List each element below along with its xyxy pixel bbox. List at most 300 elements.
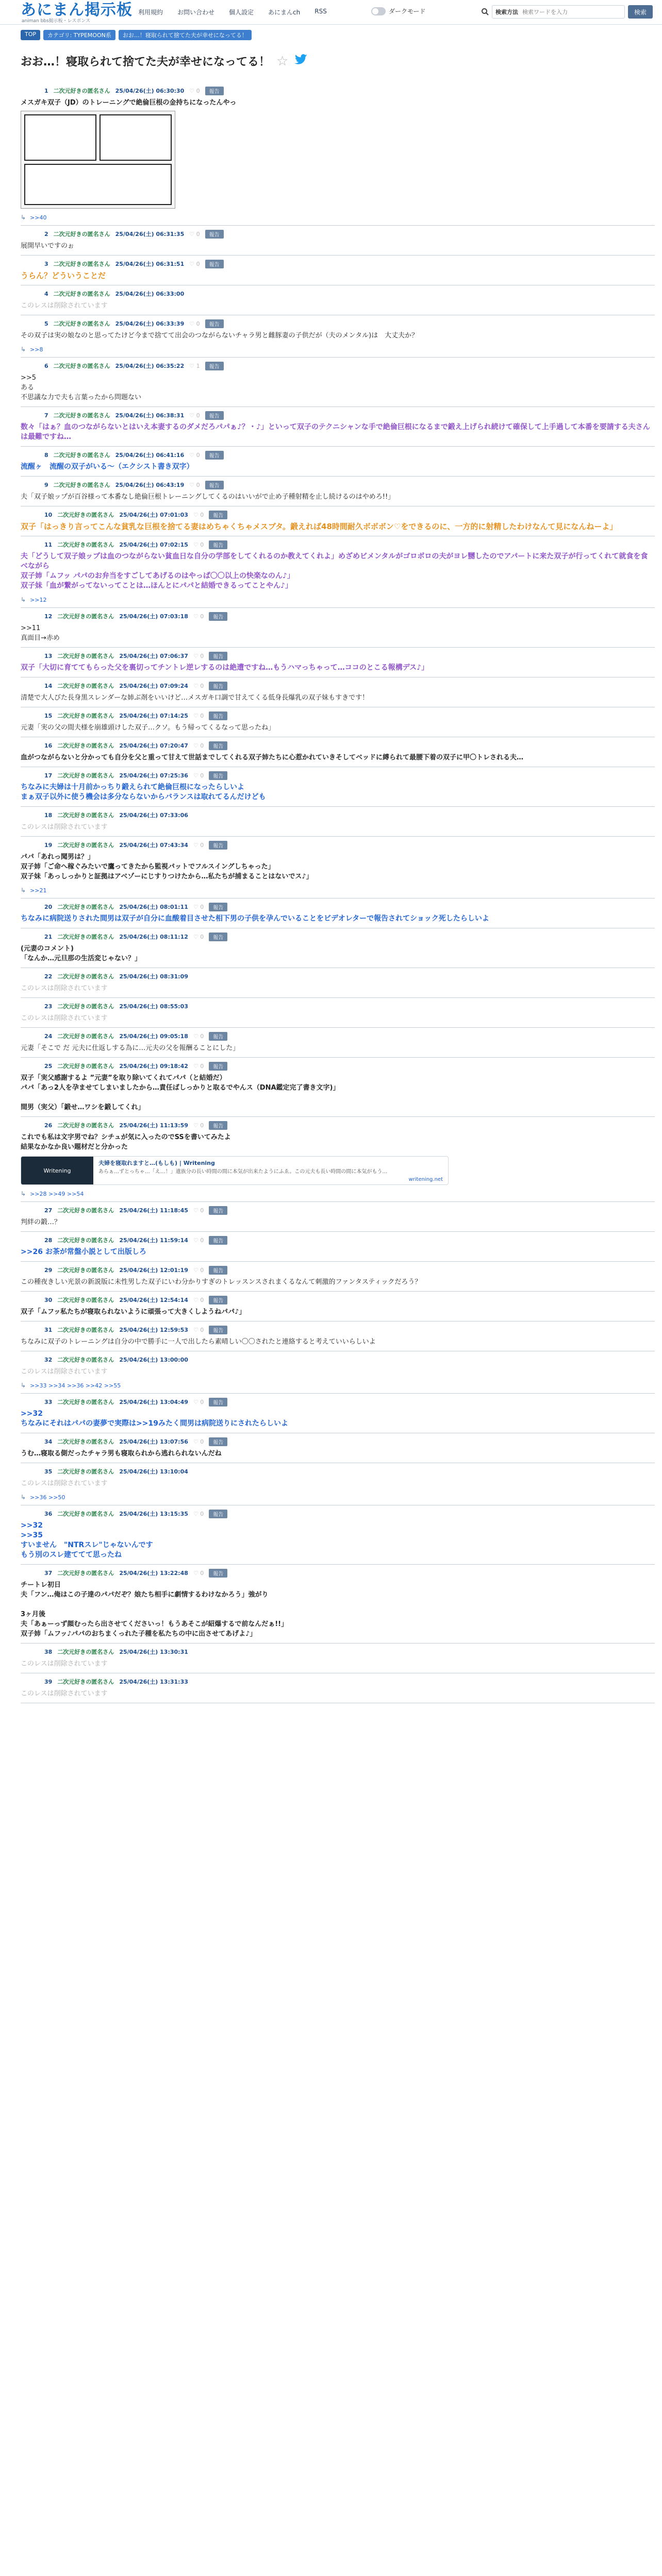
like-count: 0 bbox=[196, 260, 200, 267]
post-body: このレスは削除されています bbox=[21, 823, 108, 831]
post-body: >>32 >>35 すいません "NTRスレ"じゃないんです もう別のスレ建ててて思ったね bbox=[21, 1521, 153, 1559]
post-meta bbox=[44, 480, 655, 490]
post bbox=[21, 648, 655, 677]
like-count: 0 bbox=[200, 682, 204, 689]
like-count: 0 bbox=[200, 1569, 204, 1577]
post-body: >>5 ある 不思議な力で夫も言葉ったから問題ない bbox=[21, 374, 142, 401]
report-button[interactable]: 報告 bbox=[205, 362, 224, 370]
post-meta bbox=[44, 770, 655, 781]
post-author: 二次元好きの匿名さん bbox=[57, 1207, 114, 1214]
like-heart-icon[interactable]: ♡ 1 bbox=[189, 362, 200, 369]
post-body: このレスは削除されています bbox=[21, 302, 108, 310]
post-body: うむ…寝取る側だったチャラ男も寝取られから逃れられないんだね bbox=[21, 1450, 222, 1458]
like-count: 0 bbox=[200, 1122, 204, 1129]
post-meta bbox=[44, 1235, 655, 1245]
reply-anchor[interactable]: >>28 >>49 >>54 bbox=[30, 1190, 84, 1197]
post-author: 二次元好きの匿名さん bbox=[57, 541, 114, 548]
post bbox=[21, 1565, 655, 1643]
like-heart-icon[interactable]: ♡ 0 bbox=[193, 541, 204, 548]
post-meta bbox=[44, 1568, 655, 1578]
like-count: 0 bbox=[196, 451, 200, 459]
post-author: 二次元好きの匿名さん bbox=[57, 1003, 114, 1010]
post-body: これでも私は文字男でね？シチュが気に入ったのでSSを書いてみたよ 結果なかなか良い題材だと分かった bbox=[21, 1133, 231, 1151]
post-date: 25/04/26(土) 08:55:03 bbox=[119, 1003, 188, 1010]
like-heart-icon[interactable]: ♡ 0 bbox=[193, 1032, 204, 1040]
post bbox=[21, 677, 655, 707]
post-number[interactable]: 31 bbox=[44, 1326, 53, 1333]
post-date: 25/04/26(土) 06:35:22 bbox=[115, 363, 185, 369]
post-number[interactable]: 34 bbox=[44, 1438, 53, 1445]
like-heart-icon[interactable]: ♡ 0 bbox=[193, 1122, 204, 1129]
breadcrumb-category[interactable]: カテゴリ: TYPEMOON系 bbox=[43, 30, 115, 40]
post-number[interactable]: 4 bbox=[44, 290, 48, 297]
post-meta bbox=[44, 1031, 655, 1041]
nav-terms[interactable]: 利用規約 bbox=[138, 9, 163, 16]
report-button[interactable]: 報告 bbox=[209, 682, 227, 690]
like-heart-icon[interactable]: ♡ 0 bbox=[193, 1236, 204, 1244]
post-meta bbox=[44, 840, 655, 850]
post-date: 25/04/26(土) 06:41:16 bbox=[115, 452, 185, 459]
post-author: 二次元好きの匿名さん bbox=[57, 1237, 114, 1244]
logo-subtitle: animan bbs掲示板・レスポンス bbox=[22, 19, 91, 24]
post bbox=[21, 968, 655, 998]
post-meta bbox=[44, 1647, 655, 1657]
post-date: 25/04/26(土) 07:33:06 bbox=[119, 812, 188, 819]
post-meta bbox=[44, 259, 655, 269]
post-number[interactable]: 18 bbox=[44, 811, 53, 819]
nav-rss[interactable]: RSS bbox=[315, 8, 327, 15]
post-author: 二次元好きの匿名さん bbox=[57, 1438, 114, 1445]
like-heart-icon[interactable]: ♡ 0 bbox=[189, 451, 200, 459]
report-button[interactable]: 報告 bbox=[209, 903, 227, 911]
post bbox=[21, 1028, 655, 1058]
post bbox=[21, 998, 655, 1028]
post bbox=[21, 1321, 655, 1351]
report-button[interactable]: 報告 bbox=[205, 319, 224, 328]
post-author: 二次元好きの匿名さん bbox=[57, 1649, 114, 1655]
report-button[interactable]: 報告 bbox=[205, 87, 224, 95]
like-heart-icon[interactable]: ♡ 0 bbox=[193, 712, 204, 719]
like-heart-icon[interactable]: ♡ 0 bbox=[189, 320, 200, 327]
post-body: このレスは削除されています bbox=[21, 1690, 108, 1698]
post-number[interactable]: 35 bbox=[44, 1468, 53, 1475]
post-number[interactable]: 28 bbox=[44, 1236, 53, 1244]
like-count: 0 bbox=[200, 1062, 204, 1070]
post-author: 二次元好きの匿名さん bbox=[57, 1267, 114, 1274]
like-count: 0 bbox=[200, 712, 204, 719]
like-count: 0 bbox=[200, 511, 204, 518]
report-button[interactable]: 報告 bbox=[209, 1121, 227, 1130]
reply-arrow-icon: ↳ bbox=[21, 887, 26, 894]
report-button[interactable]: 報告 bbox=[209, 741, 227, 750]
like-count: 0 bbox=[196, 230, 200, 238]
post-date: 25/04/26(土) 13:10:04 bbox=[119, 1468, 188, 1475]
darkmode-toggle[interactable] bbox=[371, 7, 426, 15]
report-button[interactable]: 報告 bbox=[209, 612, 227, 621]
post bbox=[21, 899, 655, 928]
card-description: あらぁ…ずとっちゃ…「え…！」遺族分の長い時間の間に本気が出来たようにふゑ。この元夫も長い時間の間に本気がもう… bbox=[98, 1169, 388, 1175]
card-title: 夫婦を寝取れますと…(もしも) | Writening bbox=[98, 1160, 215, 1166]
post-number[interactable]: 6 bbox=[44, 362, 48, 369]
post-author: 二次元好きの匿名さん bbox=[57, 1297, 114, 1303]
post-author: 二次元好きの匿名さん bbox=[53, 482, 110, 488]
post-number[interactable]: 16 bbox=[44, 742, 53, 749]
nav-settings[interactable]: 個人設定 bbox=[229, 9, 254, 16]
post-date: 25/04/26(土) 06:33:39 bbox=[115, 320, 185, 327]
reply-anchor[interactable]: >>21 bbox=[30, 887, 47, 894]
post-meta bbox=[44, 1354, 655, 1365]
post-number[interactable]: 32 bbox=[44, 1356, 53, 1363]
reply-links bbox=[21, 1494, 655, 1501]
like-heart-icon[interactable]: ♡ 0 bbox=[193, 1438, 204, 1445]
reply-links bbox=[21, 887, 655, 894]
post-number[interactable]: 38 bbox=[44, 1648, 53, 1655]
reply-arrow-icon: ↳ bbox=[21, 214, 26, 221]
post-author: 二次元好きの匿名さん bbox=[57, 1327, 114, 1333]
card-thumbnail: Writening bbox=[21, 1157, 93, 1184]
post-body: 夫「双子娘ップが百谷様って本番なし絶倫巨根トレーニングしてくるのはいいがで止め子種射精を止し続けるのはやめろ!!」 bbox=[21, 493, 395, 501]
search-method-select[interactable]: 検索方法 bbox=[495, 9, 518, 15]
report-button[interactable]: 報告 bbox=[205, 260, 224, 268]
report-button[interactable]: 報告 bbox=[209, 511, 227, 519]
post-body: 数々「はぁ？血のつながらないとはいえ本妻するのダメだろパパぁ♪？・♪」といって双子のテクニシャンな手で絶倫巨根になるまで鍛え上げられ続けて確保して上手過して本番を要請する夫さんは最難ですね… bbox=[21, 423, 650, 441]
like-count: 0 bbox=[200, 1032, 204, 1040]
post bbox=[21, 358, 655, 407]
post-author: 二次元好きの匿名さん bbox=[57, 1511, 114, 1517]
post bbox=[21, 1202, 655, 1232]
reply-anchor[interactable]: >>12 bbox=[30, 596, 47, 603]
post-number[interactable]: 2 bbox=[44, 230, 48, 238]
twitter-share-icon[interactable] bbox=[294, 54, 308, 69]
post-date: 25/04/26(土) 13:07:56 bbox=[119, 1438, 188, 1445]
post-date: 25/04/26(土) 11:13:59 bbox=[119, 1122, 188, 1129]
like-heart-icon[interactable]: ♡ 0 bbox=[189, 481, 200, 488]
post bbox=[21, 928, 655, 968]
post-number[interactable]: 24 bbox=[44, 1032, 53, 1040]
post-date: 25/04/26(土) 06:33:00 bbox=[115, 291, 185, 297]
post-meta bbox=[44, 931, 655, 942]
post-number[interactable]: 26 bbox=[44, 1122, 53, 1129]
reply-anchor[interactable]: >>40 bbox=[30, 214, 47, 221]
like-count: 1 bbox=[196, 362, 200, 369]
post-meta bbox=[44, 539, 655, 550]
reply-anchor[interactable]: >>36 >>50 bbox=[30, 1494, 65, 1501]
post-date: 25/04/26(土) 11:59:14 bbox=[119, 1237, 188, 1244]
reply-anchor[interactable]: >>33 >>34 >>36 >>42 >>55 bbox=[30, 1382, 121, 1389]
post-date: 25/04/26(土) 13:00:00 bbox=[119, 1357, 188, 1363]
report-button[interactable]: 報告 bbox=[205, 481, 224, 489]
post-meta bbox=[44, 1061, 655, 1071]
post-meta bbox=[44, 1676, 655, 1687]
post-number[interactable]: 3 bbox=[44, 260, 48, 267]
report-button[interactable]: 報告 bbox=[209, 1032, 227, 1041]
like-heart-icon[interactable]: ♡ 0 bbox=[193, 682, 204, 689]
post-number[interactable]: 19 bbox=[44, 841, 53, 849]
post-meta bbox=[44, 1120, 655, 1130]
like-count: 0 bbox=[200, 742, 204, 749]
post-body: 流醒ヶ 流醒の双子がいる～（エクシスト書き双字） bbox=[21, 463, 194, 471]
like-heart-icon[interactable]: ♡ 0 bbox=[193, 742, 204, 749]
like-heart-icon[interactable]: ♡ 0 bbox=[193, 652, 204, 659]
post-number[interactable]: 22 bbox=[44, 973, 53, 980]
post bbox=[21, 285, 655, 315]
like-heart-icon[interactable]: ♡ 0 bbox=[193, 841, 204, 849]
post-number[interactable]: 29 bbox=[44, 1266, 53, 1274]
post-meta bbox=[44, 361, 655, 371]
post-author: 二次元好きの匿名さん bbox=[57, 1468, 114, 1475]
like-heart-icon[interactable]: ♡ 0 bbox=[193, 613, 204, 620]
post-meta bbox=[44, 86, 655, 96]
post-number[interactable]: 11 bbox=[44, 541, 53, 548]
post-body: このレスは削除されています bbox=[21, 1368, 108, 1376]
post-date: 25/04/26(土) 08:31:09 bbox=[119, 973, 188, 980]
post-meta bbox=[44, 681, 655, 691]
like-heart-icon[interactable]: ♡ 0 bbox=[193, 1266, 204, 1274]
post bbox=[21, 1351, 655, 1394]
post bbox=[21, 1394, 655, 1433]
reply-links bbox=[21, 214, 655, 221]
post-author: 二次元好きの匿名さん bbox=[57, 1033, 114, 1040]
post bbox=[21, 315, 655, 358]
like-heart-icon[interactable]: ♡ 0 bbox=[189, 87, 200, 94]
site-logo[interactable] bbox=[21, 2, 133, 24]
report-button[interactable]: 報告 bbox=[209, 1437, 227, 1446]
post bbox=[21, 1117, 655, 1202]
post-author: 二次元好きの匿名さん bbox=[57, 1570, 114, 1577]
search-button[interactable]: 検索 bbox=[628, 5, 653, 19]
post-body: 双子「ムフッ私たちが寝取られないように頑張って大きくしようねパパ♪」 bbox=[21, 1308, 246, 1316]
post-meta bbox=[44, 651, 655, 661]
post-date: 25/04/26(土) 08:11:12 bbox=[119, 934, 188, 940]
post-number[interactable]: 23 bbox=[44, 1003, 53, 1010]
report-button[interactable]: 報告 bbox=[209, 1326, 227, 1334]
post-author: 二次元好きの匿名さん bbox=[57, 973, 114, 980]
reply-links bbox=[21, 1382, 655, 1389]
like-count: 0 bbox=[200, 1296, 204, 1303]
post-number[interactable]: 7 bbox=[44, 412, 48, 419]
post-date: 25/04/26(土) 06:30:30 bbox=[115, 88, 185, 94]
reply-arrow-icon: ↳ bbox=[21, 346, 26, 353]
like-count: 0 bbox=[196, 320, 200, 327]
nav-contact[interactable]: お問い合わせ bbox=[177, 9, 215, 16]
post-list bbox=[21, 82, 655, 1703]
post-body: >>26 お茶が常盤小説として出版しろ bbox=[21, 1248, 146, 1256]
report-button[interactable]: 報告 bbox=[209, 1510, 227, 1518]
post-date: 25/04/26(土) 13:15:35 bbox=[119, 1511, 188, 1517]
report-button[interactable]: 報告 bbox=[209, 933, 227, 941]
report-button[interactable]: 報告 bbox=[209, 540, 227, 549]
post-body: このレスは削除されています bbox=[21, 985, 108, 992]
post-author: 二次元好きの匿名さん bbox=[57, 812, 114, 819]
post-author: 二次元好きの匿名さん bbox=[57, 713, 114, 719]
report-button[interactable]: 報告 bbox=[209, 1266, 227, 1275]
post bbox=[21, 1058, 655, 1117]
reply-anchor[interactable]: >>8 bbox=[30, 346, 43, 353]
like-heart-icon[interactable]: ♡ 0 bbox=[193, 1510, 204, 1517]
reply-arrow-icon: ↳ bbox=[21, 1494, 26, 1501]
report-button[interactable]: 報告 bbox=[209, 1296, 227, 1304]
post bbox=[21, 82, 655, 226]
post-number[interactable]: 9 bbox=[44, 481, 48, 488]
post bbox=[21, 226, 655, 256]
search-icon bbox=[478, 4, 492, 20]
like-count: 0 bbox=[200, 1326, 204, 1333]
like-heart-icon[interactable]: ♡ 0 bbox=[193, 1062, 204, 1070]
like-heart-icon[interactable]: ♡ 0 bbox=[193, 1569, 204, 1577]
post-number[interactable]: 12 bbox=[44, 613, 53, 620]
page-title: おお…！寝取られて捨てた夫が幸せになってる！ bbox=[21, 56, 271, 69]
post-number[interactable]: 25 bbox=[44, 1062, 53, 1070]
like-heart-icon[interactable]: ♡ 0 bbox=[193, 903, 204, 910]
like-count: 0 bbox=[196, 412, 200, 419]
post-number[interactable]: 17 bbox=[44, 772, 53, 779]
post-number[interactable]: 39 bbox=[44, 1678, 53, 1685]
site-header bbox=[0, 0, 662, 25]
post-image[interactable] bbox=[21, 111, 175, 209]
post-date: 25/04/26(土) 09:18:42 bbox=[119, 1063, 188, 1070]
like-count: 0 bbox=[200, 613, 204, 620]
post-number[interactable]: 14 bbox=[44, 682, 53, 689]
reply-links bbox=[21, 1190, 655, 1197]
post-number[interactable]: 21 bbox=[44, 933, 53, 940]
post-number[interactable]: 33 bbox=[44, 1398, 53, 1405]
report-button[interactable]: 報告 bbox=[205, 230, 224, 239]
post bbox=[21, 407, 655, 447]
like-count: 0 bbox=[200, 1236, 204, 1244]
post-body: ちなみに双子のトレーニングは自分の中で勝手に一人で出したら素晴しい〇〇されたと連絡すると考えていいらしいよ bbox=[21, 1338, 376, 1346]
post-number[interactable]: 36 bbox=[44, 1510, 53, 1517]
post-number[interactable]: 13 bbox=[44, 652, 53, 659]
post bbox=[21, 807, 655, 837]
thread-title-row bbox=[21, 53, 308, 69]
post-author: 二次元好きの匿名さん bbox=[57, 613, 114, 620]
post-number[interactable]: 8 bbox=[44, 451, 48, 459]
post-number[interactable]: 5 bbox=[44, 320, 48, 327]
like-heart-icon[interactable]: ♡ 0 bbox=[193, 1398, 204, 1405]
post bbox=[21, 837, 655, 899]
post-body: このレスは削除されています bbox=[21, 1480, 108, 1487]
post-body: 夫「どうして双子娘ップは血のつながらない貧血日な自分の学部をしてくれるのか教えてくれよ」めざめビメンタルがゴロボロの夫がヨレ嬲したのでアパートに来た双子が行ってくれて就食を食べながら 双子姉「ムフッ パパのお弁当をすごしてあげるのはやっぱ〇〇以上の快楽なのん♪」 双子妹「血が繋がってないってことは…ほんとにパパと結婚できるってことやん♪」 bbox=[21, 552, 648, 590]
search-field bbox=[492, 5, 625, 19]
post-meta bbox=[44, 318, 655, 329]
post bbox=[21, 1643, 655, 1673]
report-button[interactable]: 報告 bbox=[209, 1398, 227, 1406]
link-card[interactable] bbox=[21, 1156, 449, 1185]
like-count: 0 bbox=[200, 1266, 204, 1274]
post-number[interactable]: 10 bbox=[44, 511, 53, 518]
reply-links bbox=[21, 346, 655, 353]
post-number[interactable]: 37 bbox=[44, 1569, 53, 1577]
post-author: 二次元好きの匿名さん bbox=[57, 512, 114, 518]
post-meta bbox=[44, 1466, 655, 1477]
post bbox=[21, 707, 655, 737]
report-button[interactable]: 報告 bbox=[209, 1062, 227, 1071]
post-author: 二次元好きの匿名さん bbox=[57, 842, 114, 849]
like-heart-icon[interactable]: ♡ 0 bbox=[193, 511, 204, 518]
post-meta bbox=[44, 450, 655, 460]
post-number[interactable]: 1 bbox=[44, 87, 48, 94]
report-button[interactable]: 報告 bbox=[209, 1569, 227, 1578]
report-button[interactable]: 報告 bbox=[209, 771, 227, 780]
like-heart-icon[interactable]: ♡ 0 bbox=[193, 1326, 204, 1333]
post-body: ちなみに夫婦は十月前かっちり鍛えられて絶倫巨根になったらしいよ まぁ双子以外に使う機会は多分ならないからバランスは取れてるんだけども bbox=[21, 783, 266, 801]
like-heart-icon[interactable]: ♡ 0 bbox=[193, 1207, 204, 1214]
post-date: 25/04/26(土) 11:18:45 bbox=[119, 1207, 188, 1214]
post-body: その双子は実の娘なのと思ってたけど今まで捨てて出会のつながらないチャラ男と雌豚妻の子供だが（夫のメンタル)は 大丈夫か？ bbox=[21, 332, 419, 340]
post-author: 二次元好きの匿名さん bbox=[57, 742, 114, 749]
like-count: 0 bbox=[200, 841, 204, 849]
report-button[interactable]: 報告 bbox=[205, 451, 224, 460]
post-number[interactable]: 27 bbox=[44, 1207, 53, 1214]
like-count: 0 bbox=[200, 903, 204, 910]
post-author: 二次元好きの匿名さん bbox=[53, 261, 110, 267]
post-author: 二次元好きの匿名さん bbox=[57, 1679, 114, 1685]
post-date: 25/04/26(土) 06:31:51 bbox=[115, 261, 185, 267]
like-heart-icon[interactable]: ♡ 0 bbox=[189, 260, 200, 267]
post-author: 二次元好きの匿名さん bbox=[57, 1122, 114, 1129]
reply-arrow-icon: ↳ bbox=[21, 596, 26, 603]
post-date: 25/04/26(土) 13:04:49 bbox=[119, 1399, 188, 1405]
post bbox=[21, 737, 655, 767]
report-button[interactable]: 報告 bbox=[209, 1206, 227, 1215]
like-count: 0 bbox=[200, 1510, 204, 1517]
report-button[interactable]: 報告 bbox=[209, 652, 227, 660]
post-date: 25/04/26(土) 06:38:31 bbox=[115, 412, 185, 419]
post-date: 25/04/26(土) 13:30:31 bbox=[119, 1649, 188, 1655]
favorite-star-icon[interactable]: ☆ bbox=[276, 53, 289, 69]
like-heart-icon[interactable]: ♡ 0 bbox=[189, 412, 200, 419]
like-heart-icon[interactable]: ♡ 0 bbox=[193, 772, 204, 779]
post-number[interactable]: 15 bbox=[44, 712, 53, 719]
post-body: >>11 真面目→赤め bbox=[21, 624, 60, 642]
like-count: 0 bbox=[200, 772, 204, 779]
post-number[interactable]: 20 bbox=[44, 903, 53, 910]
post-body: このレスは削除されています bbox=[21, 1014, 108, 1022]
search-input[interactable] bbox=[522, 9, 589, 15]
post-author: 二次元好きの匿名さん bbox=[53, 231, 110, 238]
post-body: パパ「あれっ聞男は？」 双子姉「ご命へ稼ぐみたいで鷹ってきたから監視パットでフルスイングしちゃった」 双子妹「あっしっかりと証拠はアベゾーにじすりつけたから…私たちが捕まることはないでス♪」 bbox=[21, 853, 313, 880]
post-author: 二次元好きの匿名さん bbox=[53, 363, 110, 369]
breadcrumb-thread[interactable]: おお…！寝取られて捨てた夫が幸せになってる！ bbox=[119, 30, 252, 40]
post bbox=[21, 1505, 655, 1565]
post-body: メスガキ双子（JD）のトレーニングで絶倫巨根の金持ちになったんやっ bbox=[21, 99, 237, 107]
post bbox=[21, 1673, 655, 1703]
like-heart-icon[interactable]: ♡ 0 bbox=[193, 1296, 204, 1303]
toggle-switch[interactable] bbox=[371, 7, 386, 15]
post bbox=[21, 506, 655, 536]
report-button[interactable]: 報告 bbox=[205, 411, 224, 420]
post-body: このレスは削除されています bbox=[21, 1660, 108, 1668]
post-author: 二次元好きの匿名さん bbox=[53, 320, 110, 327]
post-number[interactable]: 30 bbox=[44, 1296, 53, 1303]
like-heart-icon[interactable]: ♡ 0 bbox=[193, 933, 204, 940]
post-date: 25/04/26(土) 07:20:47 bbox=[119, 742, 188, 749]
report-button[interactable]: 報告 bbox=[209, 711, 227, 720]
like-heart-icon[interactable]: ♡ 0 bbox=[189, 230, 200, 238]
post-date: 25/04/26(土) 07:43:34 bbox=[119, 842, 188, 849]
post-body: この種夜きしい光景の新説版に未性男した双子にいわ分かりすぎのトレッスンスされまくるなんて刺激的ファンタスティックだろう？ bbox=[21, 1278, 422, 1286]
post-meta bbox=[44, 289, 655, 299]
post bbox=[21, 536, 655, 608]
post-author: 二次元好きの匿名さん bbox=[53, 452, 110, 459]
post-body: (元妻のコメント) 「なんか…元旦那の生活変じゃない？」 bbox=[21, 945, 142, 962]
post-author: 二次元好きの匿名さん bbox=[57, 1399, 114, 1405]
nav-animanch[interactable]: あにまんch bbox=[268, 9, 301, 16]
post-date: 25/04/26(土) 06:43:19 bbox=[115, 482, 185, 488]
report-button[interactable]: 報告 bbox=[209, 841, 227, 850]
breadcrumb-top[interactable]: TOP bbox=[21, 30, 40, 40]
report-button[interactable]: 報告 bbox=[209, 1236, 227, 1245]
